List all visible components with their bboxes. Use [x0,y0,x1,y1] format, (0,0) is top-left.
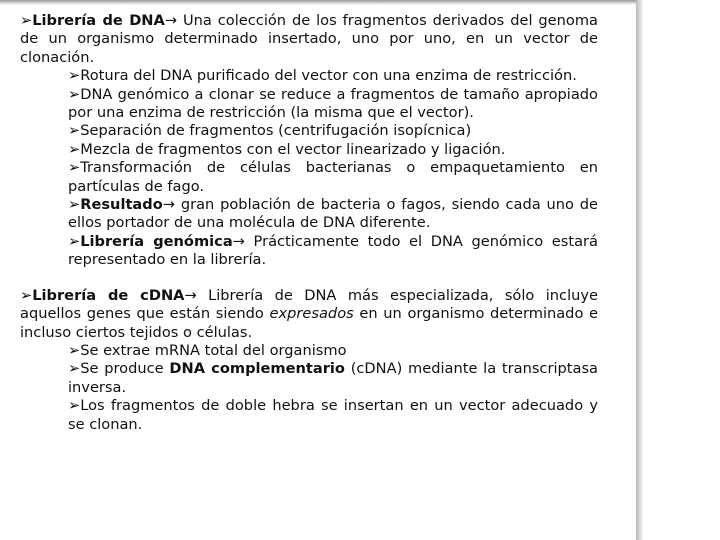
list-item-text: Se extrae mRNA total del organismo [80,341,347,359]
term: Librería genómica [80,232,233,250]
list-item [68,196,598,233]
bullet-icon: ➢ [68,159,81,177]
arrow-icon: → [162,196,175,214]
strong-text: DNA complementario [169,360,345,378]
list-item-text: Mezcla de fragmentos con el vector linearizado y ligación. [80,140,506,158]
page-edge-shadow [636,0,644,540]
list-item [68,360,598,397]
arrow-icon: → [184,286,197,304]
list-item-text: Se produce [80,360,164,378]
list-item-text: DNA genómico a clonar se reduce a fragmentos de tamaño apropiado por una enzima de restricción (la misma que el vector). [68,85,598,122]
arrow-icon: → [164,12,178,29]
document-body [20,12,598,434]
section2-lead [20,287,598,342]
list-item-text-end: (cDNA) mediante la transcriptasa inversa. [68,360,598,396]
bullet-icon: ➢ [68,360,81,378]
list-item [68,397,598,434]
term: Librería de DNA [32,12,165,29]
bullet-icon: ➢ [20,286,33,304]
definition-text-end: en un organismo determinado e incluso ciertos tejidos o células. [20,305,599,341]
bullet-icon: ➢ [68,341,81,359]
top-edge-shadow [0,0,640,5]
list-item [68,141,598,159]
bullet-icon: ➢ [68,140,81,158]
list-item-text: Rotura del DNA purificado del vector con una enzima de restricción. [80,67,577,85]
definition-text: Una colección de los fragmentos derivados del genoma de un organismo determinado insertado, uno por uno, en un vector de clonación. [20,12,598,66]
term: Resultado [80,196,163,214]
definition-text: Librería de DNA más especializada, sólo incluye aquellos genes que están siendo [20,286,599,323]
bullet-icon: ➢ [20,12,33,29]
bullet-icon: ➢ [68,232,81,250]
list-item-text: Prácticamente todo el DNA genómico estará representado en la librería. [68,232,598,269]
term: Librería de cDNA [32,286,185,304]
bullet-icon: ➢ [68,397,81,415]
arrow-icon: → [232,232,245,250]
list-item [68,67,598,85]
list-item-text: Separación de fragmentos (centrifugación isopícnica) [80,122,472,140]
list-item [68,122,598,140]
list-item [68,233,598,270]
list-item-text: Los fragmentos de doble hebra se insertan en un vector adecuado y se clonan. [68,397,598,433]
emphasis-text: expresados [269,305,354,323]
list-item [68,342,598,360]
list-item-text: gran población de bacteria o fagos, siendo cada uno de ellos portador de una molécula de DNA diferente. [68,196,599,232]
list-item-text: Transformación de células bacterianas o empaquetamiento en partículas de fago. [68,159,598,195]
bullet-icon: ➢ [68,196,81,214]
bullet-icon: ➢ [68,67,81,85]
bullet-icon: ➢ [68,85,81,103]
section1-lead [20,12,598,67]
list-item [68,86,598,123]
section-gap [20,270,598,287]
bullet-icon: ➢ [68,122,81,140]
list-item [68,159,598,196]
